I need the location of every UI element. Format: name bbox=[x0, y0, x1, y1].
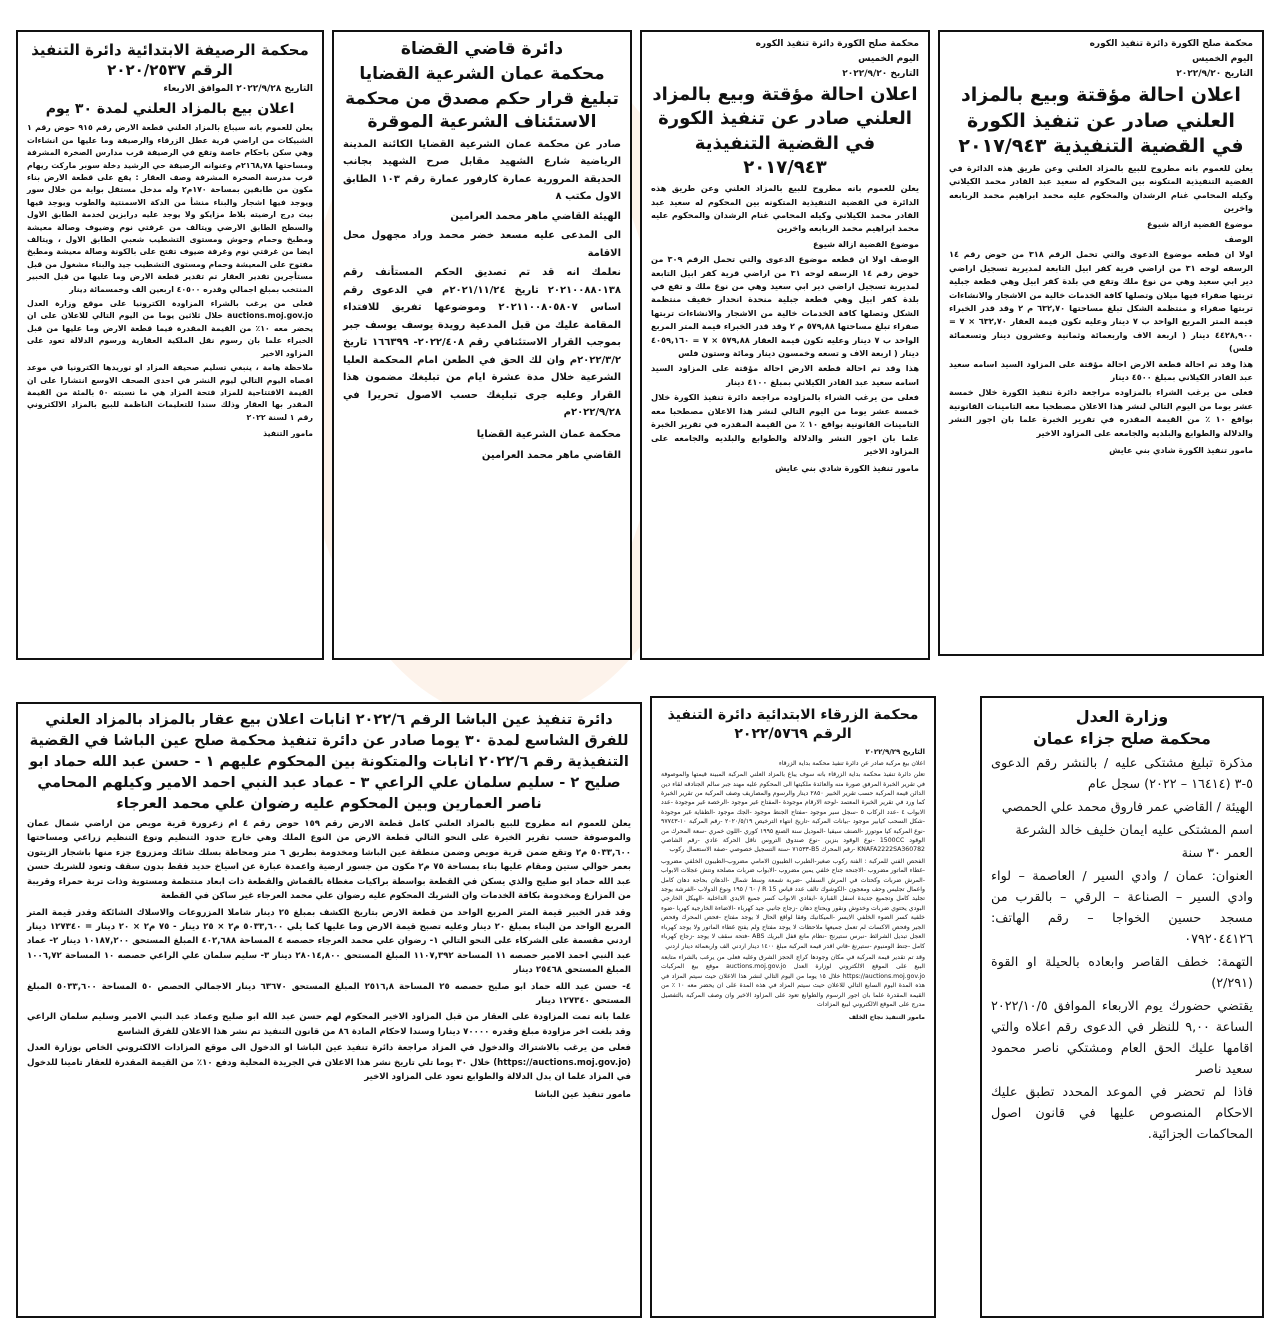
paragraph: مذكرة تبليغ مشتكى عليه / بالنشر رقم الدعوى ٥-٣ (١٦٤١٤ – ٢٠٢٢) سجل عام bbox=[991, 756, 1253, 793]
paragraph: العنوان: عمان / وادي السير / العاصمة – لواء وادي السير – الصناعة – الرقي – بالقرب من مسجد حسين الخواجا – رقم الهاتف: ٠٧٩٢٠٤٤١٢٦ bbox=[991, 869, 1253, 948]
notice-title: اعلان احالة مؤقتة وبيع بالمزاد العلني صادر عن تنفيذ الكورة في القضية التنفيذية ٢٠١٧/٩٤٣ bbox=[958, 84, 1244, 158]
signature: مامور تنفيذ الكورة شادي بني عايش bbox=[1109, 445, 1253, 456]
notice-title: محكمة الرصيفة الابتدائية دائرة التنفيذ الرقم ٢٠٢٠/٢٥٣٧ bbox=[31, 41, 309, 80]
paragraph: وقد تم تقدير قيمة المركبة في مكان وجودها كراج الحجز الشرق وعليه فعلى من يرغب بالشراء متابعة البيع على الموقع الالكتروني لوزارة العدل auctions.moj.gov.jo موقع بيع المركبات https://auctions.moj.gov.jo خلال ١٥ يوما من اليوم التالي لنشر هذا الاعلان حيث سيتم المزاد في هذه المدة اليوم السابع التالي للاعلان حيث سيتم المزاد في هذه المدة على ان يحضر معه ١٠ ٪ من القيمة المقدرة علما بان اجور الرسوم والطوابع تعود على المزاود الاخير وان وصف المركبة بالتفصيل مدرج على الموقع الالكتروني لبيع المزادات bbox=[661, 953, 925, 1008]
notice-title: دائرة تنفيذ عين الباشا الرقم ٢٠٢٢/٦ انابات اعلان بيع عقار بالمزاد بالمزاد العلني للفرق الشاسع لمدة ٣٠ يوما صادر عن دائرة تنفيذ محكمة صلح عين الباشا في القضية التنفيذية رقم ٢٠٢٢/٦ انابات والمتكونة بين المحكوم عليهم ١ - حسن عبد الله حماد ابو صليح ٢ - سليم سلمان علي الراعي ٣ - عماد عبد النبي احمد الامير وكيلهم المحامي ناصر العمارين وبين المحكوم عليه رضوان علي محمد العرجاء bbox=[29, 712, 629, 813]
notice-ministry-justice bbox=[980, 696, 1264, 1318]
notice-koura-2 bbox=[640, 30, 930, 660]
signature-judge: القاضي ماهر محمد العرامين bbox=[481, 450, 621, 462]
paragraph: الهيئة / القاضي عمر فاروق محمد علي الحمصي bbox=[1001, 800, 1253, 816]
day-label: اليوم الخميس bbox=[1192, 54, 1253, 64]
paragraph: اولا ان قطعه موضوع الدعوى والتي تحمل الرقم ٣١٨ من حوض رقم ١٤ الرسفه لوحه ٣١ من اراضي قرية كفر ابيل التابعة لمديرية تسجيل اراضي دير ابي سعيد وهي من نوع ملك وتقع في بلدة كفر ابيل وهي قطعة جبلية تربتها صفراء فيها ميلان وتصلها كافة الخدمات خالية من الاشجار والانشاءات تربتها صفراء و منتظمة الشكل تبلغ مساحتها ٦٣٢,٧٠ م ٢ وقد قدر الخبراء قيمة المتر المربع الواحد ب ٧ دينار وعليه تكون قيمة العقار ٦٣٢,٧٠ × ٧ = ٤٤٢٨,٩٠٠ دينار ( اربعة الاف واربعمائة وثمانية وعشرون دينار وتسعمائة فلس) bbox=[949, 249, 1254, 354]
paragraph: فعلى من يرغب الشراء بالمزاوده مراجعة دائرة تنفيذ الكورة خلال خمسة عشر يوما من اليوم التالي لنشر هذا الاعلان مصطحبا معه التامينات القانونية بواقع ١٠ ٪ من القيمة المقدره في تقرير الخبرة علما بان اجور النشر والدلالة والطوابع والبلديه والجامعه على المزاود الاخير bbox=[651, 392, 920, 456]
paragraph: تعلن دائرة تنفيذ محكمة بداية الزرقاء بانه سوف يباع بالمزاد العلني المركبة المبينة قيمتها والموصوفة في تقرير الخبرة المرفق صورة منه والعائدة ملكيتها الى المحكوم عليه مهند جبر سالم الجنادقه لقاء دين الدائن قيمة المركبة حسب تقرير الخبير ٢٨٥٠ دينار والرسوم والمصاريف وصف المركبة من تقرير الخبرة كما ورد في تقرير الخبرة المعتمد -لوحة الارقام موجودة -المفتاح غير موجود -الرخصة غير موجودة -عدد الابواب ٤ -عدد الركاب ٥ -سجل سير موجود -مفتاح الجنط موجود -الجك موجود -الطفاية غير موجودة -شكل السحب كيابير موجود -بيانات المركبة -تاريخ انتهاء الترخيص ٢٠٢٠/٥/١٩ -رقم المركبة ١٠-٩٧٧٤٣ -نوع المركبة كيا موتورز -الصنف سيفيا -الموديل سنة الصنع ١٩٩٥ كوري -اللون خمري -سعة المحرك من الوقود 1500CC -نوع الوقود بنزين -نوع صندوق التروس ناقل الحركة عادي -رقم الشاصي KNAFA2222SA360782 -رقم المحرك B5-٧١٥٣٣ -سنة التسجيل خصوصي -صفة الاستعمال ركوب bbox=[661, 771, 925, 854]
signature: مامور تنفيذ الكورة شادي بني عايش bbox=[775, 463, 919, 474]
paragraph: فعلى من يرغب الشراء بالمزاوده مراجعة دائرة تنفيذ الكورة خلال خمسة عشر يوما من اليوم التالي لنشر هذا الاعلان مصطحبا معه التامينات القانونية بواقع ١٠ ٪ من القيمة المقدره في تقرير الخبرة علما بان اجور النشر والدلالة والطوابع والبلديه والجامعه على المزاود الاخير bbox=[949, 387, 1253, 438]
notice-rusaifa bbox=[16, 30, 324, 660]
date-label: التاريخ ٢٠٢٢/٩/٢٨ الموافق الاربعاء bbox=[163, 83, 313, 94]
signature: مامور التنفيذ نجاح الخلف bbox=[848, 1014, 925, 1022]
notice-subtitle: تبليغ قرار حكم مصدق من محكمة الاستئناف الشرعية الموقرة bbox=[345, 88, 619, 132]
paragraph: اعلان بيع مركبة صادر عن دائرة تنفيذ محكمة بداية الزرقاء bbox=[778, 759, 925, 767]
paragraph: نعلمك انه قد تم تصديق الحكم المستأنف رقم ٢٠٢١٠٠٨٨٠١٣٨ تاريخ ٢٠٢١/١١/٢٤م في الدعوى رقم اساس ٢٠٢١١٠٠٨٠٥٨٠٧ وموضوعها تفريق للافتداء المقامة عليك من قبل المدعية رويدة يوسف يوسف جبر بموجب القرار الاستئنافي رقم ٢٠٢٢/٤٠٨- ١٦٦٣٩٩ تاريخ ٢٠٢٢/٣/٢م وان لك الحق في الطعن امام المحكمة العليا الشرعية خلال مدة عشرة ايام من تبليغك مضمون هذا القرار وعليه جرى تبليغك حسب الاصول تحريرا في ٢٠٢٢/٩/٢٨م bbox=[343, 267, 621, 419]
paragraph: موضوع القضية ازالة شيوع bbox=[1146, 218, 1253, 229]
paragraph: هذا وقد تم احالة قطعة الارض احالة مؤقتة على المزاود السيد اسامه سعيد عبد القادر الكيلاني بمبلغ ٤٥٠٠ دينار bbox=[949, 358, 1253, 383]
date-label: التاريخ ٢٠٢٢/٩/٢٩ bbox=[865, 747, 925, 756]
paragraph: هذا وقد تم احالة قطعة الارض احالة مؤقتة على المزاود السيد اسامه سعيد عبد القادر الكيلاني بمبلغ ٤١٠٠ دينار bbox=[651, 363, 919, 387]
notice-koura-1 bbox=[938, 30, 1264, 656]
paragraph: يعلن للعموم بانه مطروح للبيع بالمزاد العلني وعن طريق هذه الدائرة في القضية التنفيذية المتكونه بين المحكوم له سعيد عبد القادر محمد الكيلاني وكيله المحامي غنام الرشدان والمحكوم عليه محمد ابراهيم محمد الربابعه واخرين bbox=[651, 183, 919, 234]
notice-ain-albasha bbox=[16, 702, 642, 1318]
paragraph: يعلن للعموم انه مطروح للبيع بالمزاد العلني كامل قطعة الارض رقم ١٥٩ حوض رقم ٤ ام زعرورة قرية مويص من اراضي شمال عمان والموصوفة حسب تقرير الخبرة على النحو التالي قطعة الارض من النوع الملك وهي خارج حدود التنظيم ونوع التنظيم زراعي ومساحتها ٥٠٣٣,٦٠٠ م٢ وتقع ضمن قرية مويص وضمن منطقة عين الباشا ومخدومة بطريق ٦ متر ومحاطة بسلك شائك ومزروع جزء منها باشجار الزيتون بعمر حوالي ستين ومقام عليها بناء بمساحة ٧٥ م٢ مكون من جسور ارضية واعمدة عبارة عن اسياخ حديد فقط بدون سقف وتعود للشريك حسن عبد الله حماد ابو صليح والذي يسكن في القطعة بواسطة براكيات مغطاة بالقماش والقطعة ذات ابعاد منتظمة ومستوية وذات تربة حمراء وقريبة من المزارع ومخدومة بكافة الخدمات وان الشريك المحكوم عليه رضوان علي محمد العرجاء غير ساكن في القطعة bbox=[27, 819, 631, 902]
paragraph: فعلى من يرغب بالشراء المزاودة الكترونيا على موقع وزارة العدل auctions.moj.gov.jo خلال ثلاثين يوما من اليوم التالي للاعلان على ان يحضر معه ١٠٪ من القيمة المقدرة فيما قطعة الارض وما عليها من قبل الخبراء علما بان رسوم نقل الملكية العقارية ورسوم الدلالة تعود على المزاود الاخير bbox=[27, 299, 313, 358]
paragraph: الهيئة القاضي ماهر محمد العرامين bbox=[450, 210, 621, 222]
notice-title: محكمة الزرقاء الابتدائية دائرة التنفيذ bbox=[667, 707, 919, 723]
paragraph: اسم المشتكى عليه ايمان خليف خالد الشرعة bbox=[1015, 823, 1253, 839]
paragraph: فاذا لم تحضر في الموعد المحدد تطبق عليك الاحكام المنصوص عليها في قانون اصول المحاكمات الجزائية. bbox=[991, 1085, 1253, 1143]
day-label: اليوم الخميس bbox=[858, 54, 919, 64]
paragraph: يعلن للعموم بانه سيباع بالمزاد العلني قطعة الارض رقم ٩١٥ حوض رقم ١ الشبيكات من اراضي قرية عطل الزرقاء والرصيفة وما عليها من انشاءات وهي سكن باحكام خاصة وتقع في الرصيفة قرب مدارس الصخرة المشرفة ومساحتها ٢١٦٨,٧٨م وعنوانه الرصيفة حي الرشيد دخلة سوبر ماركت ريهام قرب مدرسة الصخرة المشرفة وصف العقار : يقع على قطعة الارض بناء مكون من طابقين بمساحة ١٧٠م٢ وله مدخل مستقل بوابة من خلال سور ويوجد فيها اشجار والبناء منشأ من الدكة الاسمنتية والطوب ويوجد فيها بيت درج ارضيته بلاط مزايكو ولا يوجد عليه درابزين لخدمة الطابق الاول والسطح الطابق الارضي ويتالف من غرفتي نوم وضيوف وصالة معيشة ومطبخ وحمام وحوش ومستوى التشطيب شعبي الطابق الاول ، ويتالف ايضا من غرفتي نوم وغرفة ضيوف تفتح على بالكونة وصالة معيشة ومطبخ مفتوح على المعيشة وحمام ومستوى التشطيب جيد والبناء مشغول من قبل مستأجرين تقدير العقار تم تقدير قطعة الارض وما عليها من قبل الخبير المنتخب بمبلغ اجمالي وقدره ٤٠٥٠٠ اربعين الف وخمسمائة دينار bbox=[27, 123, 314, 294]
paragraph: يقتضي حضورك يوم الاربعاء الموافق ٢٠٢٢/١٠/٥ الساعة ٩,٠٠ للنظر في الدعوى رقم اعلاه والتي اقامها عليك الحق العام ومشتكي ناصر محمود سعيد ناصر bbox=[991, 999, 1253, 1078]
paragraph: موضوع القضية ازالة شيوع bbox=[812, 238, 919, 249]
paragraph: فعلى من يرغب بالاشتراك والدخول في المزاد مراجعة دائرة تنفيذ عين الباشا او الدخول الى موقع المزادات الالكتروني الخاص بوزارة العدل (https://auctions.moj.gov.jo) خلال ٣٠ يوما تلي تاريخ نشر هذا الاعلان في الجريدة المحلية ودفع ١٠٪ من القيمة المقدرة للعقار تامينا للدخول في المزاد علما ان بدل الدلالة والطوابع تعود على المزاود الاخير bbox=[27, 1043, 631, 1082]
paragraph: علما بانه تمت المزاودة على العقار من قبل المزاود الاخير المحكوم لهم حسن عبد الله ابو صليح وعماد عبد النبي الامير وسليم سلمان الراعي وقد بلغت اخر مزاودة مبلغ وقدره ٧٠٠٠٠ دينارا وسندا لاحكام المادة ٨٦ من قانون التنفيذ تم نشر هذا الاعلان للفرق الشاسع bbox=[27, 1012, 631, 1037]
paragraph: ملاحظة هامة ، ينبغي تسليم صحيفة المزاد او توريدها الكترونيا في موعد اقصاه اليوم التالي ليوم النشر في احدى الصحف الاوسع انتشارا على ان القيمة الافتتاحية للمزاد فتحة المزاد هي ما نسبته ٥٠ بالمئة من القيمة المقدر بها العقار وذلك سندا للتعليمات الناظمة للبيع بالمزاد الالكتروني رقم ١ لسنة ٢٠٢٢ bbox=[27, 363, 313, 422]
court-name: محكمة صلح جزاء عمان bbox=[1033, 728, 1211, 748]
paragraph: العمر ٣٠ سنة bbox=[1181, 846, 1253, 862]
signature-court: محكمة عمان الشرعية القضايا bbox=[476, 428, 621, 440]
paragraph: الى المدعى عليه مسعد خضر محمد وراد مجهول محل الاقامة bbox=[343, 230, 621, 259]
paragraph: التهمة: خطف القاصر وابعاده بالحيلة او القوة (٢/٢٩١) bbox=[991, 955, 1253, 992]
paragraph: الوصف bbox=[1224, 233, 1253, 244]
date-label: التاريخ ٢٠٢٢/٩/٢٠ bbox=[842, 69, 919, 79]
paragraph: ٤- حسن عبد الله حماد ابو صليح حصصه ٢٥ المساحة ٢٥١٦,٨ المبلغ المستحق ٦٣٦٧٠ دينار الاجمالي الحصص ٥٠ المساحة ٥٠٣٣,٦٠٠ المبلغ المستحق ١٢٧٣٤٠ دينار bbox=[27, 981, 632, 1006]
paragraph: الوصف اولا ان قطعه موضوع الدعوى والتي تحمل الرقم ٣٠٩ من حوض رقم ١٤ الرسفه لوحه ٣١ من اراضي قرية كفر ابيل التابعة لمديرية تسجيل اراضي دير ابي سعيد وهي من نوع ملك و تقع في بلدة كفر ابيل وهي قطعة جبلية منحدة انحدار خفيف منتظمة الشكل وتصلها كافة الخدمات خالية من الاشجار والانشاءات تربتها صفراء تبلغ مساحتها ٥٧٩,٨٨ م ٢ وقد قدر الخبراء قيمة المتر المربع الواحد ب ٧ دينار وعليه تكون قيمة العقار ٥٧٩,٨٨ × ٧ = ٤٠٥٩,١٦٠ دينار ( اربعة الاف و تسعه وخمسون دينار ومائة وستون فلس bbox=[651, 254, 920, 359]
ministry-title: وزارة العدل bbox=[1075, 707, 1169, 726]
notice-sharia-court bbox=[332, 30, 632, 660]
court-header: محكمة صلح الكورة دائرة تنفيذ الكوره bbox=[755, 39, 919, 49]
paragraph: صادر عن محكمة عمان الشرعية القضايا الكائنة المدينة الرياضية شارع الشهيد مقابل صرح الشهيد بجانب الحديقة المرورية عمارة كارفور عمارة رقم ١٠٣ الطابق الاول مكتب ٨ bbox=[343, 138, 621, 203]
court-header: محكمة صلح الكورة دائرة تنفيذ الكوره bbox=[1089, 39, 1253, 49]
signature: مامور التنفيذ bbox=[263, 429, 313, 439]
notice-subtitle: اعلان بيع بالمزاد العلني لمدة ٣٠ يوم bbox=[45, 100, 295, 117]
notice-title: اعلان احالة مؤقتة وبيع بالمزاد العلني صادر عن تنفيذ الكورة في القضية التنفيذية ٢٠١٧/٩٤٣ bbox=[652, 84, 918, 178]
notice-title: دائرة قاضي القضاة bbox=[400, 39, 564, 59]
notice-zarqa bbox=[650, 696, 936, 1318]
date-label: التاريخ ٢٠٢٢/٩/٢٠ bbox=[1176, 69, 1253, 79]
paragraph: وقد قدر الخبير قيمة المتر المربع الواحد من قطعة الارض بتاريخ الكشف بمبلغ ٢٥ دينار شاملا المزروعات والاسلاك الشائكة وقدر قيمة المتر المربع الواحد من البناء بمبلغ ٢٠ دينار وعليه تصبح قيمة الارض وما عليها كما يلي ٥٠٣٣,٦٠٠ م٢ × ٢٥ دينار - ٧٥ م٢ × ٢٠ دينار = ١٢٧٣٤٠ دينار اردني مقسمة على الشركاء على النحو التالي ١- رضوان علي محمد العرجاء حصصه ٤ المساحة ٤٠٢,٦٨٨ المبلغ المستحق ١٠١٨٧,٢٠٠ دينار ٢- عماد عبد النبي احمد الامير حصصه ١١ المساحة ١١٠٧,٣٩٢ المبلغ المستحق ٢٨٠١٤,٨٠٠ دينار ٣- سليم سلمان علي الراعي حصصه ١٠ المساحة ١٠٠٦,٧٢ المبلغ المستحق ٢٥٤٦٨ دينار bbox=[27, 907, 632, 976]
signature: مامور تنفيذ عين الباشا bbox=[534, 1090, 631, 1101]
case-number: الرقم ٢٠٢٢/٥٧٦٩ bbox=[734, 725, 852, 742]
paragraph: الفحص الفني للمركبة : الفنة ركوب صغير-الطبرب الطيبون الامامي مضروب-الطيبون الخلفي مضروب -غطاء الماتور مضروب -الاجنحة جناح خلفي يمين مضروب -الابواب ضربات مصلحة ونتش عجلات الابواب -المرش ضربات وكحتات في المرش السفلي -ضربة شمعة وسط شمال -الدهان بحاجة دهان كامل واعمال تجليس وحف ومعجون -الكوشوك تالف عدد قياس R 15 / ٦٠ / ١٩٥ ونوع الدولاب -الفرشة يوجد تجليد كامل وتجميع جديدة اسفل القبارة -ايفادي الابواب كسر جميع الايدي الداخلية -الهيكل الخارجي البودي يحتوي ضربات وخدوش ونقور ويحتاج دهان -زجاج جانبي جيد كهرباء -الاضاءة الخارجية كهربا -ضوء خلفية كسر الضوء الخلفي الايسر -الميكانيك وفقا لواقع الحال لا يوجد مفتاح -فحص المحرك وفحص الجير وفحص الاكسات لم تعمل جميعها ملاحظات لا يوجد مفتاح ولم يفتح غطاء الماتور ولا يوجد كهرباء العجل تبديل الشرائط -نبرس ستيرنج -نظام مانع قفل البريك ABS -فتحة سقف لا يوجد -زجاج كهرباء كامل -جنط الومنيوم -ستيرنغ -قاني اقدر قيمة المركبة مبلغ ١٤٠٠ دينار اردني الف واربعمائة دينار اردني bbox=[661, 857, 925, 950]
court-name: محكمة عمان الشرعية القضايا bbox=[359, 63, 605, 84]
paragraph: يعلن للعموم بانه مطروح للبيع بالمزاد العلني وعن طريق هذه الدائرة في القضية التنفيذية المتكونه بين المحكوم له سعيد عبد القادر محمد الكيلاني وكيله المحامي غنام الرشدان والمحكوم عليه محمد ابراهيم محمد الربابعه واخرين bbox=[949, 162, 1253, 214]
